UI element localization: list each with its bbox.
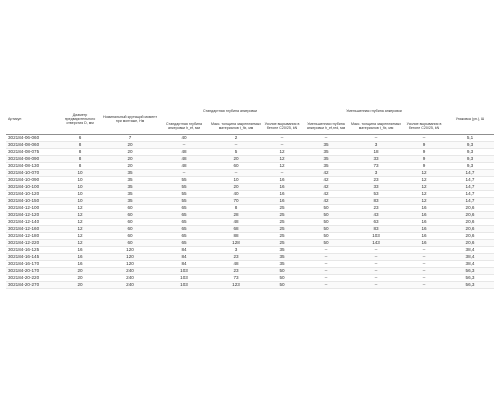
cell-diameter: 16 [58,254,102,261]
cell-red-thickness: 103 [350,233,402,240]
cell-std-thickness: 8 [210,205,262,212]
cell-red-depth: 50 [302,205,350,212]
cell-torque: 60 [102,212,158,219]
cell-red-load: – [402,135,446,142]
cell-diameter: 10 [58,177,102,184]
cell-torque: 60 [102,240,158,247]
cell-std-thickness: 2 [210,135,262,142]
cell-package: 56,3 [446,268,494,275]
cell-std-depth: 48 [158,156,210,163]
cell-article: 302184-10-090 [6,177,58,184]
cell-article: 302184-06-060 [6,135,58,142]
cell-red-load: 16 [402,219,446,226]
cell-red-load: 16 [402,240,446,247]
table-row [6,156,494,163]
cell-red-thickness: – [350,261,402,268]
cell-std-thickness: 70 [210,198,262,205]
cell-std-depth: – [158,142,210,149]
cell-std-load: 16 [262,184,302,191]
cell-diameter: 12 [58,226,102,233]
cell-std-load: 25 [262,233,302,240]
cell-package: 56,3 [446,275,494,282]
cell-red-depth: 50 [302,226,350,233]
cell-red-load: – [402,254,446,261]
cell-diameter: 6 [58,135,102,142]
cell-red-depth: 35 [302,149,350,156]
cell-red-thickness: 53 [350,191,402,198]
cell-red-thickness: 23 [350,205,402,212]
cell-package: 14,7 [446,177,494,184]
cell-red-depth: 42 [302,170,350,177]
cell-std-thickness: – [210,142,262,149]
table-row [6,163,494,170]
cell-std-thickness: 23 [210,254,262,261]
cell-std-load: – [262,170,302,177]
cell-red-load: 16 [402,205,446,212]
header-std-load: Усилие вырывания в бетоне C20/25, kN [264,121,300,130]
cell-red-depth: – [302,282,350,289]
table-row [6,205,494,212]
cell-package: 5,1 [446,135,494,142]
cell-std-thickness: 28 [210,212,262,219]
cell-torque: 60 [102,219,158,226]
cell-std-depth: 103 [158,282,210,289]
cell-red-load: 9 [402,149,446,156]
cell-std-load: – [262,142,302,149]
cell-diameter: 8 [58,156,102,163]
cell-red-depth: 50 [302,233,350,240]
cell-package: 20,6 [446,233,494,240]
anchor-spec-table [6,104,494,289]
cell-red-thickness: – [350,275,402,282]
cell-red-load: 12 [402,198,446,205]
cell-red-depth: 50 [302,212,350,219]
cell-article: 302184-12-140 [6,219,58,226]
cell-red-depth: 35 [302,156,350,163]
cell-red-thickness: 33 [350,184,402,191]
cell-article: 302184-10-120 [6,191,58,198]
table-body [6,135,494,289]
cell-red-depth: 50 [302,219,350,226]
cell-std-depth: 48 [158,149,210,156]
cell-torque: 240 [102,268,158,275]
cell-std-thickness: 73 [210,275,262,282]
cell-article: 302184-16-170 [6,261,58,268]
table-row [6,268,494,275]
cell-std-thickness: 128 [210,240,262,247]
cell-std-thickness: 88 [210,233,262,240]
cell-red-load: 9 [402,142,446,149]
table-row [6,233,494,240]
cell-diameter: 20 [58,268,102,275]
header-std-depth: Стандартная глубина анкеровки h_ef, мм [166,121,202,130]
cell-std-thickness: 23 [210,268,262,275]
cell-torque: 20 [102,163,158,170]
cell-package: 20,6 [446,226,494,233]
cell-torque: 60 [102,226,158,233]
cell-red-load: 12 [402,191,446,198]
cell-article: 302184-08-130 [6,163,58,170]
cell-red-depth: 42 [302,184,350,191]
cell-diameter: 16 [58,261,102,268]
header-torque: Номинальный крутящий момент при монтаже, Нм [102,114,158,123]
cell-red-load: 16 [402,212,446,219]
cell-std-depth: 55 [158,191,210,198]
cell-package: 14,7 [446,184,494,191]
cell-red-thickness: 43 [350,212,402,219]
cell-article: 302184-12-120 [6,212,58,219]
cell-std-depth: 65 [158,212,210,219]
cell-diameter: 10 [58,184,102,191]
cell-red-load: – [402,261,446,268]
product-spec-table-sheet [6,104,494,289]
cell-red-depth: 42 [302,191,350,198]
cell-red-load: 16 [402,226,446,233]
cell-red-depth: 35 [302,163,350,170]
cell-article: 302184-12-220 [6,240,58,247]
cell-red-load: – [402,275,446,282]
cell-article: 302184-16-145 [6,254,58,261]
header-diameter: Диаметр предварительного отверстия D, мм [64,112,96,126]
cell-red-load: – [402,268,446,275]
table-row [6,198,494,205]
cell-torque: 20 [102,156,158,163]
header-package: Упаковка (уп.), Ш [455,116,485,121]
cell-std-thickness: 123 [210,282,262,289]
table-row [6,149,494,156]
cell-red-thickness: 83 [350,226,402,233]
cell-std-depth: 84 [158,254,210,261]
cell-std-depth: 103 [158,275,210,282]
cell-std-depth: 65 [158,219,210,226]
cell-article: 302184-12-100 [6,205,58,212]
cell-red-thickness: 3 [350,170,402,177]
cell-std-thickness: 48 [210,261,262,268]
cell-package: 20,6 [446,205,494,212]
table-row [6,191,494,198]
cell-torque: 120 [102,254,158,261]
cell-torque: 60 [102,233,158,240]
cell-std-thickness: 20 [210,184,262,191]
table-row [6,226,494,233]
cell-package: 20,6 [446,219,494,226]
cell-package: 14,7 [446,170,494,177]
cell-article: 302184-10-100 [6,184,58,191]
cell-red-depth: – [302,268,350,275]
cell-std-load: 50 [262,275,302,282]
cell-diameter: 10 [58,191,102,198]
cell-torque: 35 [102,191,158,198]
cell-red-load: – [402,282,446,289]
cell-std-depth: 65 [158,205,210,212]
cell-red-load: 12 [402,184,446,191]
cell-package: 9,3 [446,142,494,149]
cell-red-depth: – [302,254,350,261]
cell-std-thickness: 10 [210,177,262,184]
cell-std-thickness: 40 [210,191,262,198]
cell-std-load: 12 [262,149,302,156]
cell-std-load: 25 [262,205,302,212]
cell-red-load: 12 [402,170,446,177]
cell-torque: 35 [102,198,158,205]
table-row [6,212,494,219]
cell-article: 302184-20-170 [6,268,58,275]
cell-std-load: 12 [262,163,302,170]
cell-torque: 35 [102,184,158,191]
cell-std-load: 25 [262,226,302,233]
cell-torque: 120 [102,261,158,268]
cell-red-depth: – [302,275,350,282]
cell-article: 302184-08-090 [6,156,58,163]
table-row [6,219,494,226]
cell-article: 302184-08-075 [6,149,58,156]
cell-std-depth: 84 [158,261,210,268]
cell-std-depth: 84 [158,247,210,254]
cell-torque: 240 [102,282,158,289]
table-row [6,254,494,261]
cell-red-load: 12 [402,177,446,184]
cell-std-load: 50 [262,268,302,275]
cell-red-load: 9 [402,163,446,170]
table-row [6,184,494,191]
cell-std-load: 35 [262,247,302,254]
table-row [6,247,494,254]
table-row [6,170,494,177]
cell-std-load: 35 [262,254,302,261]
cell-diameter: 12 [58,205,102,212]
cell-red-depth: 50 [302,240,350,247]
cell-std-load: – [262,135,302,142]
cell-package: 38,4 [446,254,494,261]
cell-torque: 60 [102,205,158,212]
cell-std-depth: 55 [158,177,210,184]
header-standard-group: Стандартная глубина анкеровки [202,108,258,113]
cell-diameter: 12 [58,233,102,240]
cell-article: 302184-20-220 [6,275,58,282]
table-row [6,240,494,247]
cell-std-depth: 103 [158,268,210,275]
cell-torque: 120 [102,247,158,254]
cell-red-depth: – [302,247,350,254]
cell-article: 302184-20-270 [6,282,58,289]
cell-red-thickness: 23 [350,177,402,184]
cell-diameter: 16 [58,247,102,254]
cell-article: 302184-12-180 [6,233,58,240]
cell-std-depth: 65 [158,233,210,240]
cell-diameter: 8 [58,149,102,156]
cell-torque: 20 [102,149,158,156]
cell-red-depth: 42 [302,177,350,184]
cell-red-thickness: 83 [350,198,402,205]
cell-red-depth: 35 [302,142,350,149]
cell-package: 14,7 [446,191,494,198]
cell-std-depth: 48 [158,163,210,170]
header-article: Артикул [8,116,22,121]
cell-diameter: 20 [58,282,102,289]
cell-red-depth: – [302,261,350,268]
table-row [6,142,494,149]
header-red-load: Усилие вырывания в бетоне C20/25, kN [406,121,442,130]
cell-package: 56,3 [446,282,494,289]
cell-red-depth: 42 [302,198,350,205]
cell-std-thickness: 3 [210,247,262,254]
cell-article: 302184-12-160 [6,226,58,233]
cell-std-thickness: 68 [210,226,262,233]
table-row [6,282,494,289]
cell-package: 38,4 [446,247,494,254]
table-row [6,261,494,268]
cell-torque: 240 [102,275,158,282]
cell-package: 9,3 [446,149,494,156]
cell-diameter: 12 [58,240,102,247]
cell-std-thickness: 5 [210,149,262,156]
cell-std-depth: 40 [158,135,210,142]
cell-red-thickness: – [350,254,402,261]
cell-package: 20,6 [446,212,494,219]
table-row [6,275,494,282]
cell-std-depth: – [158,170,210,177]
cell-std-load: 16 [262,198,302,205]
cell-red-thickness: – [350,247,402,254]
cell-package: 20,6 [446,240,494,247]
table-row [6,177,494,184]
cell-diameter: 12 [58,219,102,226]
cell-std-depth: 55 [158,198,210,205]
cell-torque: 35 [102,177,158,184]
cell-std-thickness: – [210,170,262,177]
cell-red-thickness: 33 [350,156,402,163]
cell-red-depth: – [302,135,350,142]
cell-article: 302184-08-060 [6,142,58,149]
cell-std-load: 16 [262,191,302,198]
cell-std-load: 12 [262,156,302,163]
cell-diameter: 8 [58,163,102,170]
cell-std-load: 50 [262,282,302,289]
cell-red-thickness: – [350,282,402,289]
cell-diameter: 12 [58,212,102,219]
cell-red-load: 16 [402,233,446,240]
header-reduced-group: Уменьшенная глубина анкеровки [346,108,402,113]
cell-diameter: 8 [58,142,102,149]
cell-torque: 35 [102,170,158,177]
cell-red-load: – [402,247,446,254]
cell-std-load: 25 [262,240,302,247]
cell-diameter: 10 [58,198,102,205]
cell-package: 9,3 [446,163,494,170]
cell-std-thickness: 48 [210,219,262,226]
header-std-thickness: Макс. толщина закрепляемых материалов t_fix, мм [210,121,262,130]
cell-diameter: 10 [58,170,102,177]
header-red-depth: Уменьшенная глубина анкеровки h_ef,red, мм [306,121,346,130]
cell-std-thickness: 60 [210,163,262,170]
cell-std-depth: 55 [158,184,210,191]
cell-red-load: 9 [402,156,446,163]
cell-package: 38,4 [446,261,494,268]
cell-red-thickness: 73 [350,163,402,170]
cell-article: 302184-16-125 [6,247,58,254]
cell-red-thickness: – [350,135,402,142]
cell-std-load: 35 [262,261,302,268]
cell-std-depth: 65 [158,226,210,233]
cell-package: 14,7 [446,198,494,205]
cell-red-thickness: 18 [350,149,402,156]
cell-article: 302184-10-150 [6,198,58,205]
cell-std-load: 25 [262,212,302,219]
cell-red-thickness: – [350,268,402,275]
cell-std-load: 16 [262,177,302,184]
cell-std-depth: 65 [158,240,210,247]
cell-diameter: 20 [58,275,102,282]
cell-article: 302184-10-070 [6,170,58,177]
cell-red-thickness: 63 [350,219,402,226]
cell-red-thickness: 143 [350,240,402,247]
cell-std-load: 25 [262,219,302,226]
cell-package: 9,3 [446,156,494,163]
cell-torque: 7 [102,135,158,142]
cell-torque: 20 [102,142,158,149]
cell-std-thickness: 20 [210,156,262,163]
cell-red-thickness: 3 [350,142,402,149]
header-red-thickness: Макс. толщина закрепляемых материалов t_fix, мм [351,121,402,130]
